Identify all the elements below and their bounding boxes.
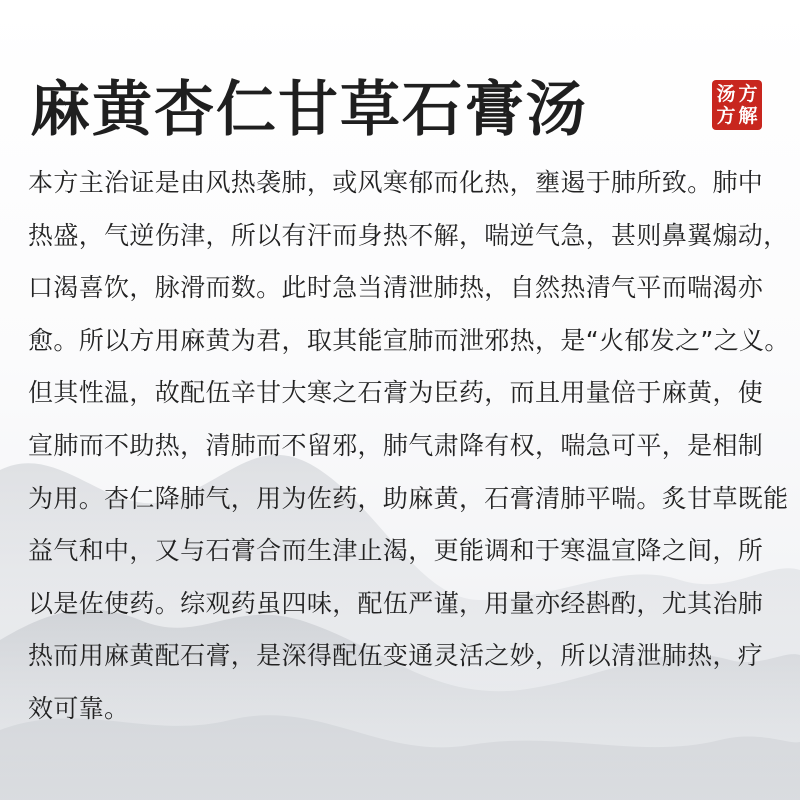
text-line: 愈。所以方用麻黄为君，取其能宣肺而泄邪热，是“火郁发之”之义。 xyxy=(28,325,790,355)
text-line: 宣肺而不助热，清肺而不留邪，肺气肃降有权，喘急可平，是相制 xyxy=(28,430,764,460)
text-line: 但其性温，故配伍辛甘大寒之石膏为臣药，而且用量倍于麻黄，使 xyxy=(28,378,764,408)
text-line: 为用。杏仁降肺气，用为佐药，助麻黄，石膏清肺平喘。炙甘草既能 xyxy=(28,483,789,513)
text-line: 口渴喜饮，脉滑而数。此时急当清泄肺热，自然热清气平而喘渴亦 xyxy=(28,273,764,303)
text-line: 热而用麻黄配石膏，是深得配伍变通灵活之妙，所以清泄肺热，疗 xyxy=(28,641,764,671)
seal-char: 解 xyxy=(738,105,758,127)
text-line: 热盛，气逆伤津，所以有汗而身热不解，喘逆气急，甚则鼻翼煽动， xyxy=(28,220,789,250)
text-line: 益气和中，又与石膏合而生津止渴，更能调和于寒温宣降之间，所 xyxy=(28,536,764,566)
page-title: 麻黄杏仁甘草石膏汤 xyxy=(30,75,588,145)
text-line: 本方主治证是由风热袭肺，或风寒郁而化热，壅遏于肺所致。肺中 xyxy=(28,168,764,197)
text-line: 效可靠。 xyxy=(28,693,130,723)
text-line: 以是佐使药。综观药虽四味，配伍严谨，用量亦经斟酌，尤其治肺 xyxy=(28,588,764,618)
seal-char: 汤 xyxy=(716,83,736,105)
body-paragraph xyxy=(28,157,790,736)
seal-char: 方 xyxy=(716,105,736,127)
red-seal-stamp xyxy=(712,80,762,130)
seal-char: 方 xyxy=(738,83,758,105)
